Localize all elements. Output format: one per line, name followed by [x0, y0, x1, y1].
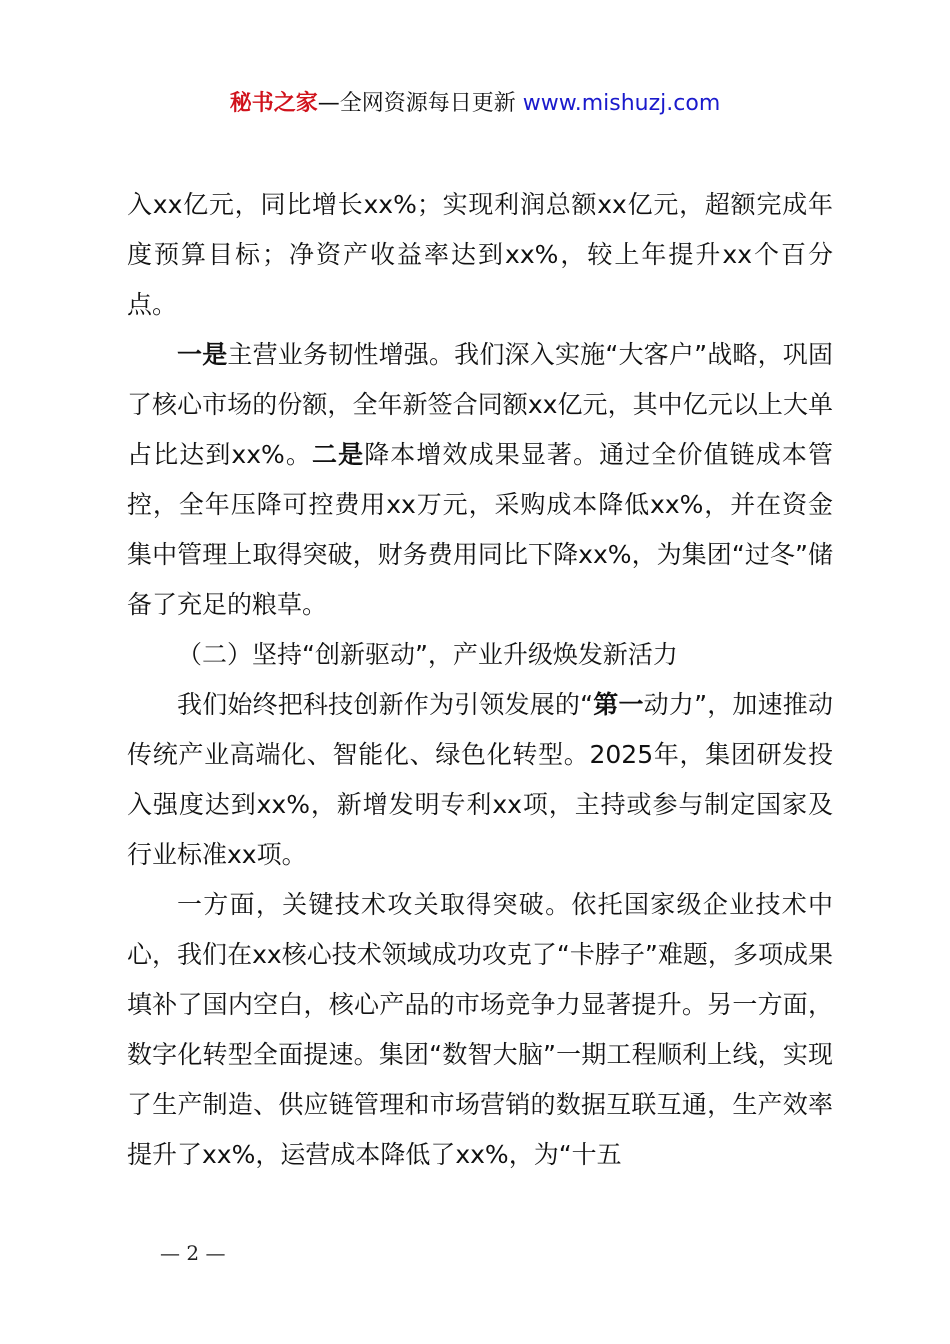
- paragraph-text: 降本增效成果显著。通过全价值链成本管控，全年压降可控费用xx万元，采购成本降低xx%，并在资金集中管理上取得突破，财务费用同比下降xx%，为集团“过冬”储备了充足的粮草。: [127, 440, 833, 619]
- document-body: [127, 180, 833, 1180]
- page-number: — 2 —: [160, 1241, 226, 1265]
- paragraph-tech-breakthrough: 一方面，关键技术攻关取得突破。依托国家级企业技术中心，我们在xx核心技术领域成功攻克了“卡脖子”难题，多项成果填补了国内空白，核心产品的市场竞争力显著提升。另一方面，数字化转型全面提速。集团“数智大脑”一期工程顺利上线，实现了生产制造、供应链管理和市场营销的数据互联互通，生产效率提升了xx%，运营成本降低了xx%，为“十五: [127, 890, 833, 1169]
- paragraph-business-results: [127, 330, 833, 630]
- bold-emphasis: 第一: [593, 690, 644, 719]
- lead-marker-first: 一是: [177, 340, 228, 369]
- paragraph-revenue-summary: 入xx亿元，同比增长xx%；实现利润总额xx亿元，超额完成年度预算目标；净资产收益率达到xx%，较上年提升xx个百分点。: [127, 190, 833, 319]
- section-heading: （二）坚持“创新驱动”，产业升级焕发新活力: [177, 640, 678, 669]
- paragraph-innovation: [127, 680, 833, 880]
- paragraph-text: 动力”，加速推动传统产业高端化、智能化、绿色化转型。2025年，集团研发投入强度达到xx%，新增发明专利xx项，主持或参与制定国家及行业标准xx项。: [127, 690, 833, 869]
- header-brand: 秘书之家: [229, 91, 318, 116]
- paragraph-text: 我们始终把科技创新作为引领发展的“: [177, 690, 594, 719]
- header-slogan: —全网资源每日更新: [317, 91, 523, 116]
- header-url-link[interactable]: www.mishuzj.com: [522, 91, 721, 116]
- page-header: [0, 86, 950, 122]
- paragraph-text: 主营业务韧性增强。我们深入实施“大客户”战略，巩固了核心市场的份额，全年新签合同额xx亿元，其中亿元以上大单占比达到xx%。: [127, 340, 833, 469]
- lead-marker-second: 二是: [311, 440, 365, 469]
